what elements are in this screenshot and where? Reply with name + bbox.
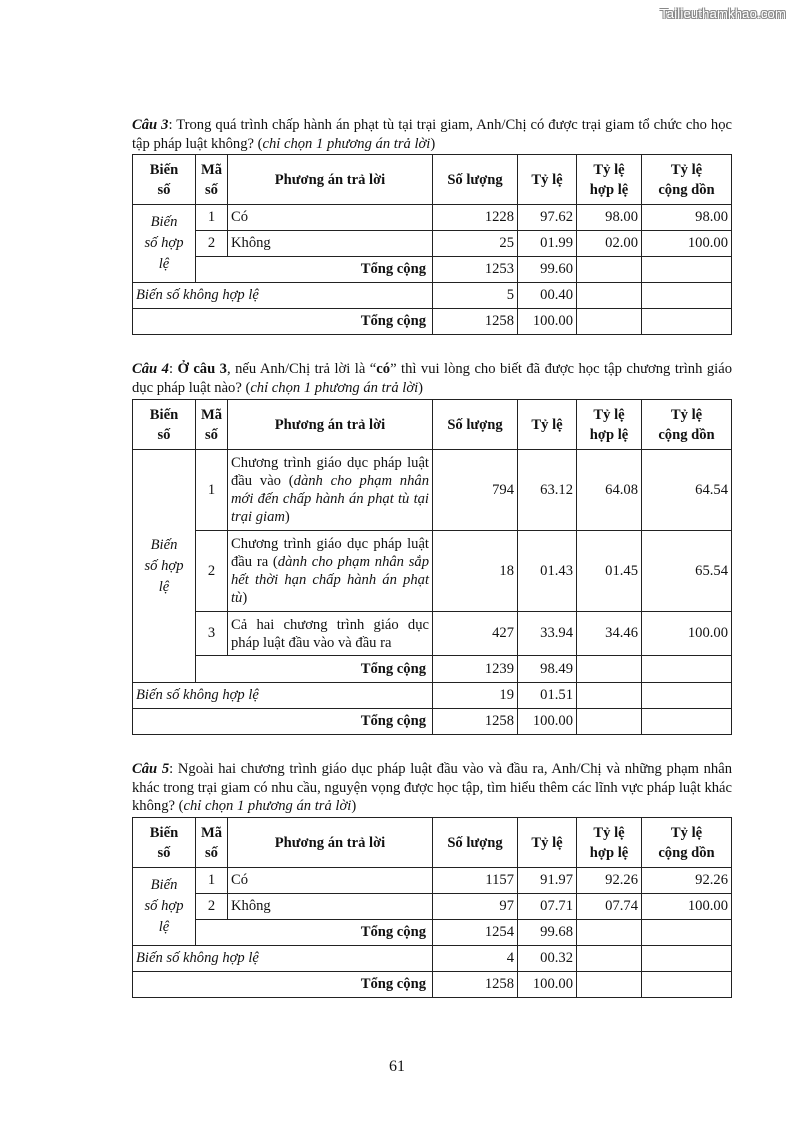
watermark: Tailieuthamkhao.com [660, 6, 786, 21]
cum-pct-cell: 100.00 [642, 231, 732, 257]
table-row [133, 231, 732, 257]
valid-pct-cell: 07.74 [577, 894, 642, 920]
count-cell: 794 [433, 450, 518, 531]
question-4-text-c: ” thì vui lòng cho biết đã được học tập chương trình giáo dục pháp luật nào? ( [132, 361, 733, 396]
answer-cell: Có [228, 205, 433, 231]
empty-cell [577, 283, 642, 309]
header-bien-so: Biến số [133, 155, 196, 205]
header-so-luong: Số lượng [433, 818, 518, 868]
invalid-label: Biến số không hợp lệ [133, 946, 433, 972]
pct-cell: 01.43 [518, 531, 577, 612]
code-cell: 1 [196, 205, 228, 231]
question-3-note: chỉ chọn 1 phương án trả lời [262, 135, 431, 152]
valid-total-row [133, 656, 732, 683]
header-ma-so: Mã số [196, 818, 228, 868]
invalid-row [133, 683, 732, 709]
cum-pct-cell: 100.00 [642, 612, 732, 656]
empty-cell [642, 283, 732, 309]
valid-pct-cell: 98.00 [577, 205, 642, 231]
header-ty-le-hop-le: Tỷ lệ hợp lệ [577, 818, 642, 868]
table-row [133, 894, 732, 920]
count-cell: 1253 [433, 257, 518, 283]
cum-pct-cell: 100.00 [642, 894, 732, 920]
header-phuong-an: Phương án trả lời [228, 155, 433, 205]
pct-cell: 100.00 [518, 309, 577, 335]
question-5-close: ) [351, 798, 357, 814]
question-4-text-a: : [168, 361, 178, 377]
grand-total-row [133, 709, 732, 735]
table-question-3 [132, 154, 732, 335]
question-3-text: : Trong quá trình chấp hành án phạt tù tại trại giam, Anh/Chị có được trại giam tổ chức cho học tập pháp luật không? ( [132, 117, 732, 152]
empty-cell [642, 656, 732, 683]
header-ty-le: Tỷ lệ [518, 155, 577, 205]
grand-total-row [133, 972, 732, 998]
count-cell: 4 [433, 946, 518, 972]
count-cell: 1239 [433, 656, 518, 683]
question-3-label: Câu 3 [132, 117, 169, 133]
pct-cell: 99.68 [518, 920, 577, 946]
valid-total-label: Tổng cộng [196, 920, 433, 946]
count-cell: 5 [433, 283, 518, 309]
answer-cell: Chương trình giáo dục pháp luật đầu vào (dành cho phạm nhân mới đến chấp hành án phạt tù tại trại giam) [228, 450, 433, 531]
pct-cell: 00.40 [518, 283, 577, 309]
answer-cell: Không [228, 894, 433, 920]
grand-total-label: Tổng cộng [133, 972, 433, 998]
code-cell: 1 [196, 868, 228, 894]
question-4-text-b: , nếu Anh/Chị trả lời là “ [226, 361, 377, 377]
header-bien-so: Biến số [133, 400, 196, 450]
header-so-luong: Số lượng [433, 155, 518, 205]
empty-cell [577, 946, 642, 972]
pct-cell: 00.32 [518, 946, 577, 972]
empty-cell [642, 946, 732, 972]
empty-cell [577, 920, 642, 946]
valid-group-label: Biến số hợp lệ [133, 868, 196, 946]
code-cell: 2 [196, 894, 228, 920]
table-header-row [133, 155, 732, 205]
empty-cell [577, 309, 642, 335]
empty-cell [642, 709, 732, 735]
code-cell: 3 [196, 612, 228, 656]
table-header-row [133, 400, 732, 450]
count-cell: 1254 [433, 920, 518, 946]
header-ty-le-cong-don: Tỷ lệ cộng dồn [642, 155, 732, 205]
question-5-text: : Ngoài hai chương trình giáo dục pháp luật đầu vào và đầu ra, Anh/Chị và những phạm nhân khác trong trại giam có nhu cầu, nguyện vọng được học tập, tìm hiểu thêm các lĩnh vực pháp luật khác không? ( [132, 761, 732, 814]
header-so-luong: Số lượng [433, 400, 518, 450]
header-ty-le-hop-le: Tỷ lệ hợp lệ [577, 155, 642, 205]
question-4-label: Câu 4 [132, 361, 169, 377]
code-cell: 2 [196, 231, 228, 257]
count-cell: 97 [433, 894, 518, 920]
header-phuong-an: Phương án trả lời [228, 818, 433, 868]
empty-cell [642, 920, 732, 946]
empty-cell [577, 972, 642, 998]
code-cell: 1 [196, 450, 228, 531]
pct-cell: 01.51 [518, 683, 577, 709]
table-header-row [133, 818, 732, 868]
count-cell: 1157 [433, 868, 518, 894]
question-4 [132, 360, 732, 397]
valid-pct-cell: 92.26 [577, 868, 642, 894]
count-cell: 1228 [433, 205, 518, 231]
question-3-close: ) [430, 135, 436, 152]
answer-cell: Cả hai chương trình giáo dục pháp luật đầu vào và đầu ra [228, 612, 433, 656]
header-ty-le: Tỷ lệ [518, 818, 577, 868]
table-row [133, 450, 732, 531]
invalid-row [133, 283, 732, 309]
header-ty-le-cong-don: Tỷ lệ cộng dồn [642, 818, 732, 868]
pct-cell: 91.97 [518, 868, 577, 894]
count-cell: 1258 [433, 972, 518, 998]
cum-pct-cell: 65.54 [642, 531, 732, 612]
pct-cell: 100.00 [518, 709, 577, 735]
pct-cell: 07.71 [518, 894, 577, 920]
valid-pct-cell: 01.45 [577, 531, 642, 612]
header-ty-le-hop-le: Tỷ lệ hợp lệ [577, 400, 642, 450]
invalid-row [133, 946, 732, 972]
empty-cell [642, 972, 732, 998]
pct-cell: 01.99 [518, 231, 577, 257]
invalid-label: Biến số không hợp lệ [133, 683, 433, 709]
valid-pct-cell: 02.00 [577, 231, 642, 257]
header-ma-so: Mã số [196, 155, 228, 205]
table-question-5 [132, 817, 732, 998]
empty-cell [642, 683, 732, 709]
empty-cell [577, 257, 642, 283]
cum-pct-cell: 92.26 [642, 868, 732, 894]
empty-cell [577, 709, 642, 735]
question-4-note: chỉ chọn 1 phương án trả lời [250, 379, 419, 396]
valid-group-label: Biến số hợp lệ [133, 205, 196, 283]
invalid-label: Biến số không hợp lệ [133, 283, 433, 309]
empty-cell [642, 257, 732, 283]
grand-total-label: Tổng cộng [133, 309, 433, 335]
table-row [133, 612, 732, 656]
count-cell: 1258 [433, 309, 518, 335]
count-cell: 1258 [433, 709, 518, 735]
page-number: 61 [389, 1058, 405, 1075]
answer-cell: Không [228, 231, 433, 257]
pct-cell: 99.60 [518, 257, 577, 283]
grand-total-row [133, 309, 732, 335]
valid-pct-cell: 34.46 [577, 612, 642, 656]
pct-cell: 97.62 [518, 205, 577, 231]
header-bien-so: Biến số [133, 818, 196, 868]
code-cell: 2 [196, 531, 228, 612]
empty-cell [577, 656, 642, 683]
valid-total-row [133, 257, 732, 283]
question-3 [132, 116, 732, 153]
answer-cell: Có [228, 868, 433, 894]
valid-pct-cell: 64.08 [577, 450, 642, 531]
valid-total-label: Tổng cộng [196, 257, 433, 283]
pct-cell: 98.49 [518, 656, 577, 683]
question-4-ref: Ở câu 3 [177, 361, 227, 377]
cum-pct-cell: 98.00 [642, 205, 732, 231]
table-row [133, 868, 732, 894]
count-cell: 427 [433, 612, 518, 656]
header-ma-so: Mã số [196, 400, 228, 450]
empty-cell [577, 683, 642, 709]
question-5-note: chỉ chọn 1 phương án trả lời [183, 798, 352, 814]
table-question-4 [132, 399, 732, 735]
grand-total-label: Tổng cộng [133, 709, 433, 735]
pct-cell: 33.94 [518, 612, 577, 656]
valid-total-label: Tổng cộng [196, 656, 433, 683]
valid-total-row [133, 920, 732, 946]
header-phuong-an: Phương án trả lời [228, 400, 433, 450]
question-5-label: Câu 5 [132, 761, 170, 777]
question-5 [132, 760, 732, 816]
count-cell: 19 [433, 683, 518, 709]
pct-cell: 63.12 [518, 450, 577, 531]
question-4-quoted: có [376, 361, 391, 377]
header-ty-le: Tỷ lệ [518, 400, 577, 450]
table-row [133, 205, 732, 231]
table-row [133, 531, 732, 612]
question-4-close: ) [418, 379, 424, 396]
valid-group-label: Biến số hợp lệ [133, 450, 196, 683]
pct-cell: 100.00 [518, 972, 577, 998]
count-cell: 18 [433, 531, 518, 612]
cum-pct-cell: 64.54 [642, 450, 732, 531]
empty-cell [642, 309, 732, 335]
count-cell: 25 [433, 231, 518, 257]
answer-cell: Chương trình giáo dục pháp luật đầu ra (dành cho phạm nhân sắp hết thời hạn chấp hành án phạt tù) [228, 531, 433, 612]
header-ty-le-cong-don: Tỷ lệ cộng dồn [642, 400, 732, 450]
